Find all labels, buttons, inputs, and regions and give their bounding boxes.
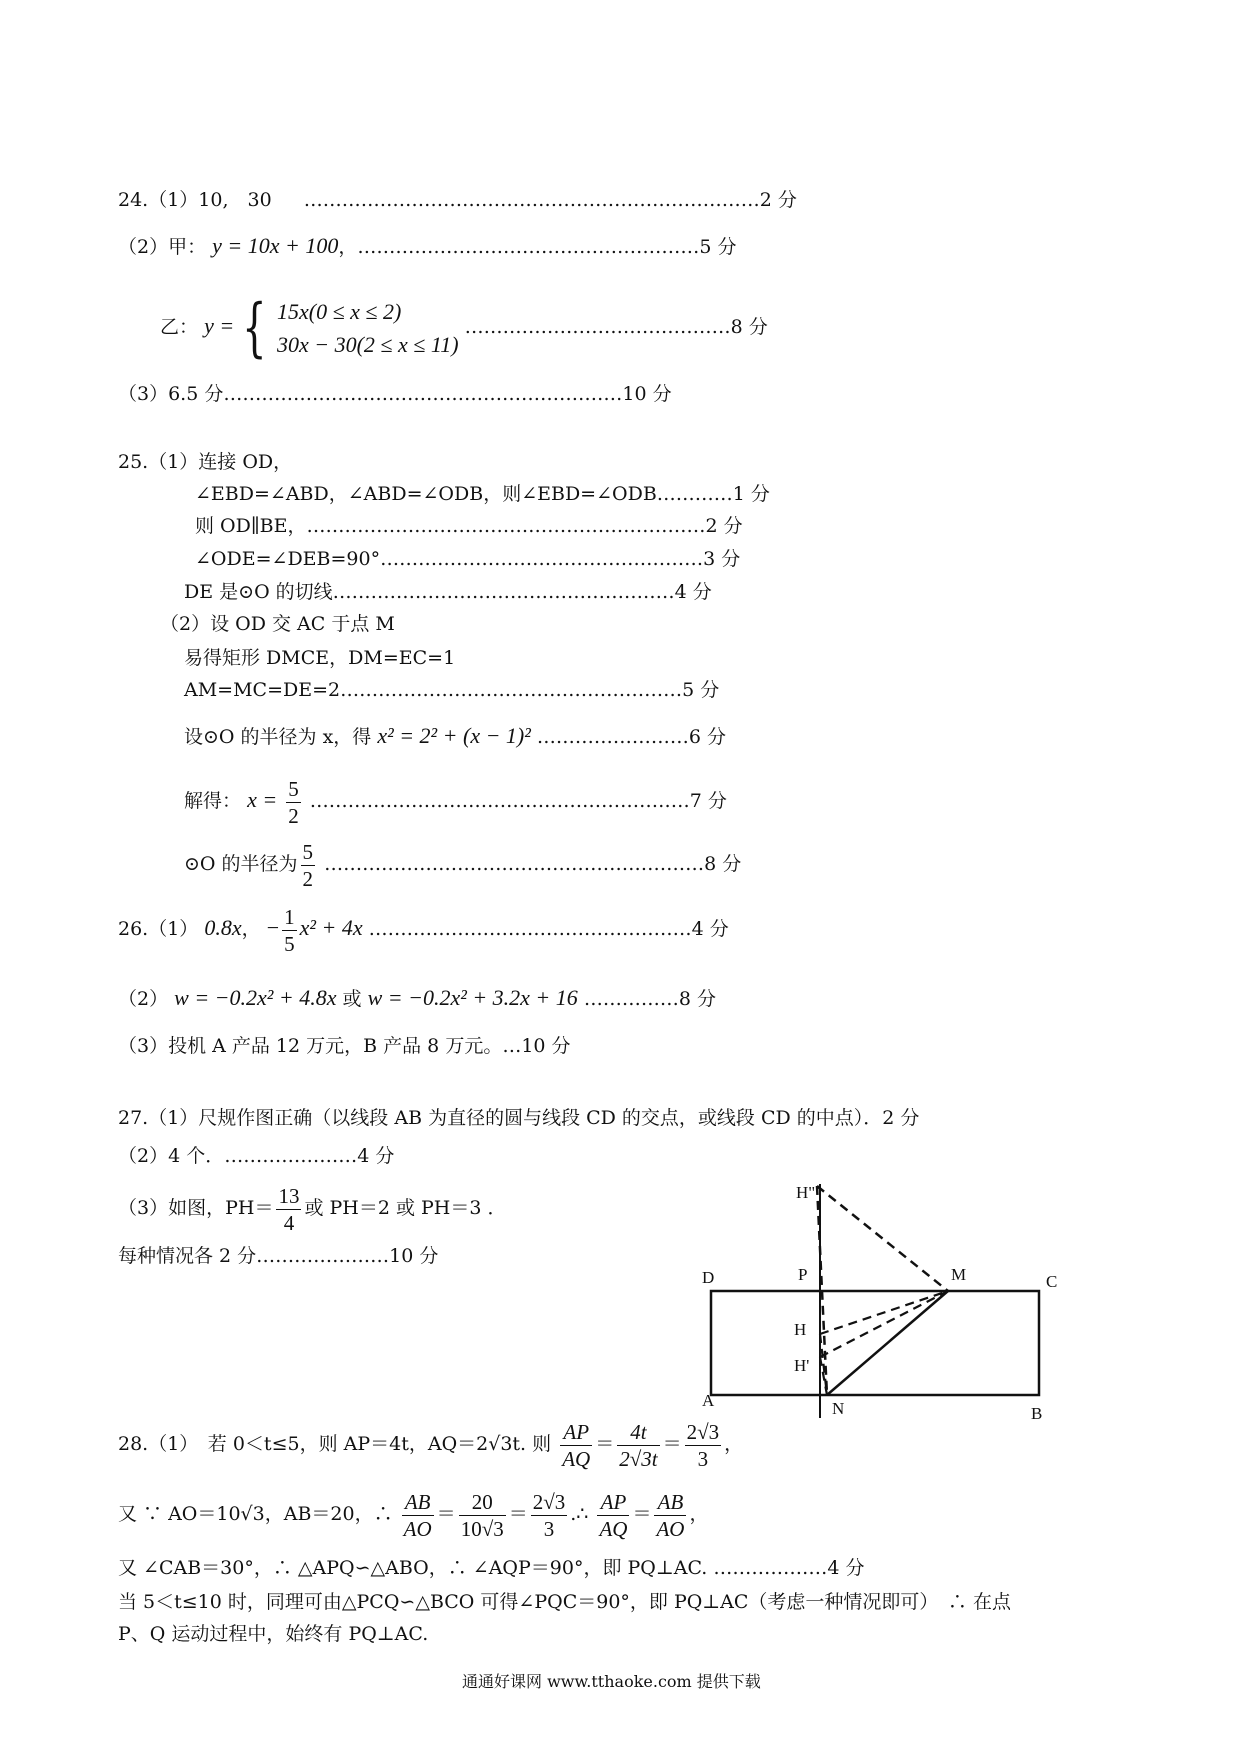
leader-and-score: ……………………………………………………7 分: [309, 790, 727, 812]
q25-line5: DE 是⊙O 的切线………………………………………………4 分: [184, 581, 712, 603]
leader-dots: ，………………………………………………: [338, 236, 700, 258]
fraction-numerator: AB: [654, 1489, 686, 1516]
fraction-denominator: 2: [288, 803, 299, 828]
q25-line3: 则 OD∥BE，………………………………………………………2 分: [195, 515, 743, 537]
leader-dots: ……………………………………: [464, 316, 731, 338]
fraction: [301, 839, 316, 892]
q27-line4: 每种情况各 2 分…………………10 分: [118, 1245, 439, 1267]
leader-and-score: ……………………………………………………8 分: [324, 853, 742, 875]
footer: 通通好课网 www.tthaoke.com 提供下载: [462, 1672, 761, 1691]
rectangle-ABCD: [711, 1291, 1039, 1395]
q28-line5: P、Q 运动过程中，始终有 PQ⊥AC.: [118, 1623, 429, 1645]
dashed-H1N: [820, 1357, 827, 1395]
segment-MN: [827, 1291, 948, 1395]
q24-part3: [118, 382, 672, 406]
dashed-HM-top: [817, 1186, 948, 1291]
q26-line2: [118, 986, 716, 1011]
fraction-numerator: AP: [597, 1489, 629, 1516]
leader-dots: ………………………………………………………………: [303, 189, 760, 211]
q25-line2: ∠EBD=∠ABD，∠ABD=∠ODB，则∠EBD=∠ODB…………1 分: [195, 483, 770, 505]
q27-line3-tail: 或 PH＝2 或 PH＝3 ．: [304, 1197, 507, 1219]
label-C: C: [1046, 1272, 1058, 1291]
q24-part1-text: 24.（1）10, 30: [118, 189, 272, 211]
q28-line2-text: 又 ∵ AO＝10√3，AB＝20，∴: [118, 1503, 393, 1525]
label-P: P: [798, 1265, 808, 1284]
q24-part1: [118, 188, 797, 212]
q27-line1: 27.（1）尺规作图正确（以线段 AB 为直径的圆与线段 CD 的交点，或线段 CD 的中点）．2 分: [118, 1107, 920, 1129]
fraction-numerator: 5: [288, 776, 299, 801]
q25-line1: 25.（1）连接 OD，: [118, 451, 293, 473]
q25-line11-text: ⊙O 的半径为: [184, 853, 298, 875]
fraction-denominator: 2: [302, 866, 314, 891]
fraction-denominator: 4: [283, 1210, 295, 1235]
formula: w = −0.2x² + 4.8x: [174, 985, 337, 1010]
fraction: [654, 1489, 686, 1542]
label-M: M: [951, 1265, 967, 1284]
q25-line9: [184, 724, 726, 749]
formula: x² = 2² + (x − 1)²: [377, 723, 531, 748]
q26-line2-label: （2）: [118, 988, 169, 1010]
case-2: 30x − 30(2 ≤ x ≤ 11): [277, 332, 459, 357]
label-D: D: [702, 1268, 715, 1287]
label-N: N: [832, 1399, 845, 1418]
q28-line4: 当 5＜t≤10 时，同理可由△PCQ∽△BCO 可得∠PQC＝90°，即 PQ⊥AC（考虑一种情况即可） ∴ 在点: [118, 1591, 1011, 1613]
piecewise-cases: [277, 295, 459, 361]
label-A: A: [702, 1391, 715, 1410]
fraction: [685, 1419, 722, 1472]
q28-line3: 又 ∠CAB＝30°，∴ △APQ∽△ABO，∴ ∠AQP＝90°，即 PQ⊥AC. ………………4 分: [118, 1557, 865, 1579]
formula: y = 10x + 100: [212, 233, 339, 258]
q26-line1: [118, 898, 729, 959]
fraction: [597, 1489, 629, 1542]
q26-line1-label: 26.（1）: [118, 918, 199, 940]
q24-part2b-label: 乙：: [160, 316, 199, 338]
case-1: 15x(0 ≤ x ≤ 2): [277, 299, 402, 324]
fraction-denominator: 3: [543, 1516, 555, 1541]
q25-line10: [184, 770, 727, 831]
brace-icon: {: [242, 291, 267, 365]
q25-line4: ∠ODE=∠DEB=90°……………………………………………3 分: [195, 548, 741, 570]
fraction: [282, 904, 297, 957]
q25-line11: [184, 834, 741, 894]
label-H-double-prime: H": [796, 1183, 816, 1202]
fraction: [617, 1419, 659, 1472]
formula: 0.8x: [204, 915, 242, 940]
conjunction: 或: [342, 988, 362, 1010]
fraction-denominator: 10√3: [460, 1516, 504, 1541]
label-H-prime: H': [794, 1356, 810, 1375]
therefore: .∴: [570, 1503, 589, 1525]
score: 5 分: [699, 236, 737, 258]
leader-dots: ………………………………………………………: [223, 383, 623, 405]
fraction-numerator: 4t: [617, 1419, 659, 1446]
minus-sign: −: [266, 915, 280, 940]
score: 8 分: [730, 316, 768, 338]
leader-and-score: ……………………6 分: [536, 726, 727, 748]
fraction: [286, 776, 301, 829]
fraction-numerator: 2√3: [686, 1419, 720, 1444]
fraction-denominator: 2√3t: [619, 1446, 658, 1471]
fraction: [531, 1489, 568, 1542]
q25-line7: 易得矩形 DMCE，DM=EC=1: [184, 647, 456, 669]
fraction-numerator: 13: [278, 1183, 300, 1208]
label-H: H: [794, 1320, 807, 1339]
fraction: [459, 1489, 506, 1542]
punctuation: ，: [724, 1433, 744, 1455]
separator: ，: [241, 918, 261, 940]
fraction-numerator: AP: [560, 1419, 592, 1446]
fraction-denominator: 5: [284, 931, 295, 956]
leader-and-score: ……………8 分: [583, 988, 716, 1010]
q24-part2: [118, 234, 737, 259]
q27-line3-text: （3）如图，PH＝: [118, 1197, 274, 1219]
fraction: [276, 1183, 301, 1236]
fraction-denominator: 3: [697, 1446, 709, 1471]
formula: w = −0.2x² + 3.2x + 16: [367, 985, 578, 1010]
q24-part2b: [160, 291, 768, 365]
q28-line2: 又 ∵ AO＝10√3，AB＝20，∴ $\frac{AB}{AO}$ ＝ $\frac{20}{10√3}$ ＝ $\frac{2√3}{3}$ .∴ $\frac{AP}{AQ}$ ＝ $\frac{AB}{AO}$ ，: [118, 1489, 709, 1541]
fraction-numerator: 2√3: [532, 1489, 566, 1514]
q28-line1: 28.（1） 若 0＜t≤5，则 AP＝4t，AQ＝2√3t. 则 $\frac{AP}{AQ}$ ＝ $\frac{4t}{2√3t}$ ＝ $\frac{2√3}{3}$ ，: [118, 1419, 744, 1471]
q25-line10-text: 解得：: [184, 790, 242, 812]
score: 10 分: [622, 383, 672, 405]
q27-line2: （2）4 个．…………………4 分: [118, 1145, 395, 1167]
fraction: [560, 1419, 592, 1472]
geometry-figure: [680, 1170, 1080, 1430]
fraction-denominator: AQ: [599, 1516, 628, 1541]
formula-lhs: x =: [247, 787, 278, 812]
fraction-denominator: AO: [403, 1516, 432, 1541]
fraction: [402, 1489, 434, 1542]
punctuation: ，: [689, 1503, 709, 1525]
leader-and-score: ……………………………………………4 分: [368, 918, 729, 940]
q25-line6: （2）设 OD 交 AC 于点 M: [160, 613, 395, 635]
dashed-HM: [820, 1291, 948, 1334]
fraction-numerator: 1: [284, 904, 295, 929]
score: 2 分: [759, 189, 797, 211]
fraction-numerator: 5: [302, 839, 314, 864]
fraction-denominator: AQ: [562, 1446, 591, 1471]
fraction-denominator: AO: [656, 1516, 685, 1541]
q24-part3-text: （3）6.5 分: [118, 383, 224, 405]
q25-line9-text: 设⊙O 的半径为 x，得: [184, 726, 372, 748]
q26-line3: （3）投机 A 产品 12 万元，B 产品 8 万元。…10 分: [118, 1035, 571, 1057]
q27-line3: [118, 1178, 507, 1238]
q28-line1-text: 28.（1） 若 0＜t≤5，则 AP＝4t，AQ＝2√3t. 则: [118, 1433, 552, 1455]
q24-part2-label: （2）甲：: [118, 236, 207, 258]
fraction-numerator: 20: [459, 1489, 506, 1516]
q25-line8: AM=MC=DE=2………………………………………………5 分: [184, 679, 720, 701]
label-B: B: [1031, 1404, 1043, 1423]
fraction-numerator: AB: [402, 1489, 434, 1516]
formula-lhs: y =: [204, 313, 235, 338]
formula: x² + 4x: [299, 915, 363, 940]
